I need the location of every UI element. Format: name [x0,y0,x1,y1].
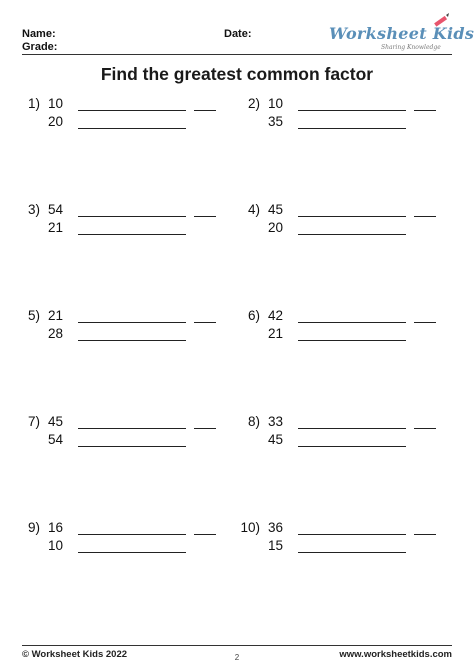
problem-number: 5) [27,308,40,323]
worksheet-kids-logo [323,12,474,52]
problem-value-b: 20 [48,114,64,129]
problem-7 [6,414,226,458]
page-number: 2 [234,653,240,662]
answer-blank[interactable] [194,322,216,323]
problem-value-b: 21 [268,326,284,341]
problem-number: 9) [27,520,40,535]
factor-line[interactable] [298,340,406,341]
answer-blank[interactable] [194,216,216,217]
problem-value-a: 33 [268,414,284,429]
factor-line[interactable] [298,322,406,323]
problem-2 [226,96,446,140]
factor-line[interactable] [78,534,186,535]
answer-blank[interactable] [414,216,436,217]
date-label: Date: [224,28,252,40]
factor-line[interactable] [78,322,186,323]
problem-value-a: 10 [48,96,64,111]
problem-value-a: 10 [268,96,284,111]
problem-value-a: 21 [48,308,64,323]
problem-value-b: 28 [48,326,64,341]
problem-value-b: 54 [48,432,64,447]
factor-line[interactable] [298,446,406,447]
footer-url[interactable]: www.worksheetkids.com [339,649,452,660]
problem-10 [226,520,446,564]
problem-number: 1) [27,96,40,111]
factor-line[interactable] [78,128,186,129]
problem-value-b: 35 [268,114,284,129]
factor-line[interactable] [298,216,406,217]
factor-line[interactable] [298,234,406,235]
answer-blank[interactable] [194,428,216,429]
factor-line[interactable] [78,110,186,111]
problem-value-b: 10 [48,538,64,553]
problem-value-b: 45 [268,432,284,447]
problem-value-a: 45 [48,414,64,429]
problem-value-a: 42 [268,308,284,323]
problem-number: 10) [240,520,260,535]
footer-divider [22,645,452,646]
factor-line[interactable] [78,552,186,553]
answer-blank[interactable] [414,322,436,323]
answer-blank[interactable] [414,428,436,429]
factor-line[interactable] [298,428,406,429]
problem-value-b: 20 [268,220,284,235]
factor-line[interactable] [78,234,186,235]
factor-line[interactable] [298,534,406,535]
factor-line[interactable] [298,128,406,129]
problem-number: 4) [247,202,260,217]
problem-value-b: 21 [48,220,64,235]
logo-text: Worksheet Kids [329,24,474,43]
header-divider [22,54,452,55]
problem-value-a: 54 [48,202,64,217]
problem-5 [6,308,226,352]
factor-line[interactable] [298,552,406,553]
problem-1 [6,96,226,140]
worksheet-title: Find the greatest common factor [100,64,374,84]
problem-number: 6) [247,308,260,323]
logo-tagline: Sharing Knowledge [381,44,441,51]
problem-4 [226,202,446,246]
factor-line[interactable] [78,446,186,447]
problem-6 [226,308,446,352]
problem-value-a: 36 [268,520,284,535]
answer-blank[interactable] [194,534,216,535]
problem-9 [6,520,226,564]
grade-label: Grade: [22,41,58,53]
factor-line[interactable] [78,428,186,429]
problem-number: 7) [27,414,40,429]
problem-number: 3) [27,202,40,217]
problem-value-a: 16 [48,520,64,535]
problem-number: 8) [247,414,260,429]
problem-value-b: 15 [268,538,284,553]
factor-line[interactable] [298,110,406,111]
problem-8 [226,414,446,458]
problem-number: 2) [247,96,260,111]
factor-line[interactable] [78,340,186,341]
name-label: Name: [22,28,56,40]
problem-3 [6,202,226,246]
problem-value-a: 45 [268,202,284,217]
footer-copyright: © Worksheet Kids 2022 [22,649,128,660]
answer-blank[interactable] [414,110,436,111]
factor-line[interactable] [78,216,186,217]
answer-blank[interactable] [414,534,436,535]
answer-blank[interactable] [194,110,216,111]
